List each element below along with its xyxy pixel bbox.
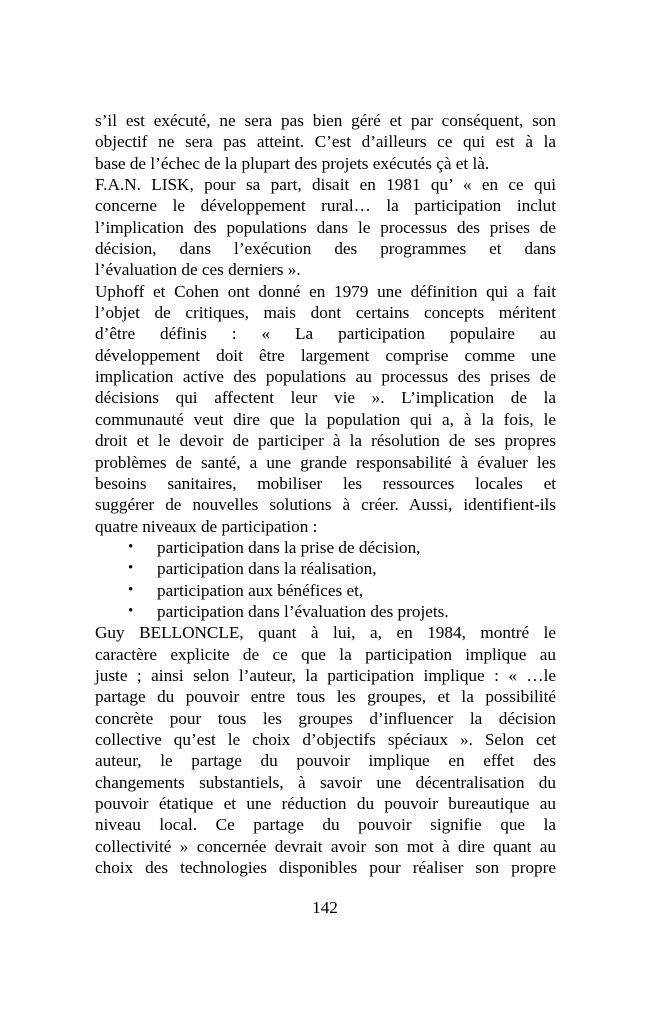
bulleted-list — [95, 537, 556, 622]
text-line: objectif ne sera pas atteint. C’est d’ailleurs ce qui est à la — [95, 132, 556, 152]
list-item — [95, 558, 556, 579]
text-line: auteur, le partage du pouvoir implique en effet des — [95, 751, 556, 771]
text-line: concerne le développement rural… la participation inclut — [95, 196, 556, 216]
text-line: choix des technologies disponibles pour réaliser son propre — [95, 858, 556, 878]
text-line: l’évaluation de ces derniers ». — [95, 260, 301, 280]
text-line: concrète pour tous les groupes d’influencer la décision — [95, 708, 556, 728]
text-line: changements substantiels, à savoir une décentralisation du — [95, 772, 556, 792]
text-line: pouvoir étatique et une réduction du pouvoir bureautique au — [95, 794, 556, 813]
text-line: développement doit être largement comprise comme une — [95, 345, 556, 365]
list-item — [95, 601, 556, 622]
bullet-icon: • — [128, 538, 134, 555]
text-line: collective qu’est le choix d’objectifs spéciaux ». Selon cet — [95, 729, 556, 749]
text-line: collectivité » concernée devrait avoir son mot à dire quant au — [95, 836, 556, 856]
text-line: suggérer de nouvelles solutions à créer. Aussi, identifient-ils — [95, 495, 556, 515]
text-line: d’être définis : « La participation populaire au — [95, 324, 556, 344]
text-line: F.A.N. LISK, pour sa part, disait en 1981 qu’ « en ce qui — [95, 175, 556, 195]
body-text-column — [95, 110, 556, 878]
text-line: s’il est exécuté, ne sera pas bien géré et par conséquent, son — [95, 111, 556, 130]
text-line: quatre niveaux de participation : — [95, 516, 318, 536]
text-line: Guy BELLONCLE, quant à lui, a, en 1984, montré le — [95, 623, 556, 643]
bullet-icon: • — [128, 581, 134, 598]
text-line: l’implication des populations dans le processus des prises de — [95, 217, 556, 237]
page-number: 142 — [312, 898, 338, 917]
list-item — [95, 580, 556, 601]
text-line: problèmes de santé, a une grande responsabilité à évaluer les — [95, 452, 556, 472]
list-item — [95, 537, 556, 558]
list-item-label: participation aux bénéfices et, — [157, 580, 364, 600]
list-item-label: participation dans l’évaluation des projets. — [157, 601, 449, 621]
bullet-icon: • — [128, 602, 134, 619]
text-line: base de l’échec de la plupart des projets exécutés çà et là. — [95, 153, 490, 173]
text-line: niveau local. Ce partage du pouvoir signifie que la — [95, 815, 556, 835]
text-line: communauté veut dire que la population qui a, à la fois, le — [95, 409, 556, 429]
text-line: décisions qui affectent leur vie ». L’implication de la — [95, 388, 556, 408]
text-line: juste ; ainsi selon l’auteur, la participation implique : « …le — [95, 665, 556, 685]
list-item-label: participation dans la prise de décision, — [157, 537, 421, 557]
text-line: décision, dans l’exécution des programmes et dans — [95, 239, 556, 259]
text-line: implication active des populations au processus des prises de — [95, 367, 556, 387]
text-line: droit et le devoir de participer à la résolution de ses propres — [95, 431, 556, 451]
paragraph-block-after-list — [95, 622, 556, 878]
text-line: Uphoff et Cohen ont donné en 1979 une définition qui a fait — [95, 281, 556, 301]
text-line: besoins sanitaires, mobiliser les ressources locales et — [95, 473, 556, 493]
bullet-icon: • — [128, 560, 134, 577]
text-line: caractère explicite de ce que la participation implique au — [95, 644, 556, 664]
list-item-label: participation dans la réalisation, — [157, 559, 377, 579]
paragraph-block-before-list — [95, 110, 556, 537]
text-line: partage du pouvoir entre tous les groupes, et la possibilité — [95, 687, 556, 707]
text-line: l’objet de critiques, mais dont certains concepts méritent — [95, 303, 556, 323]
